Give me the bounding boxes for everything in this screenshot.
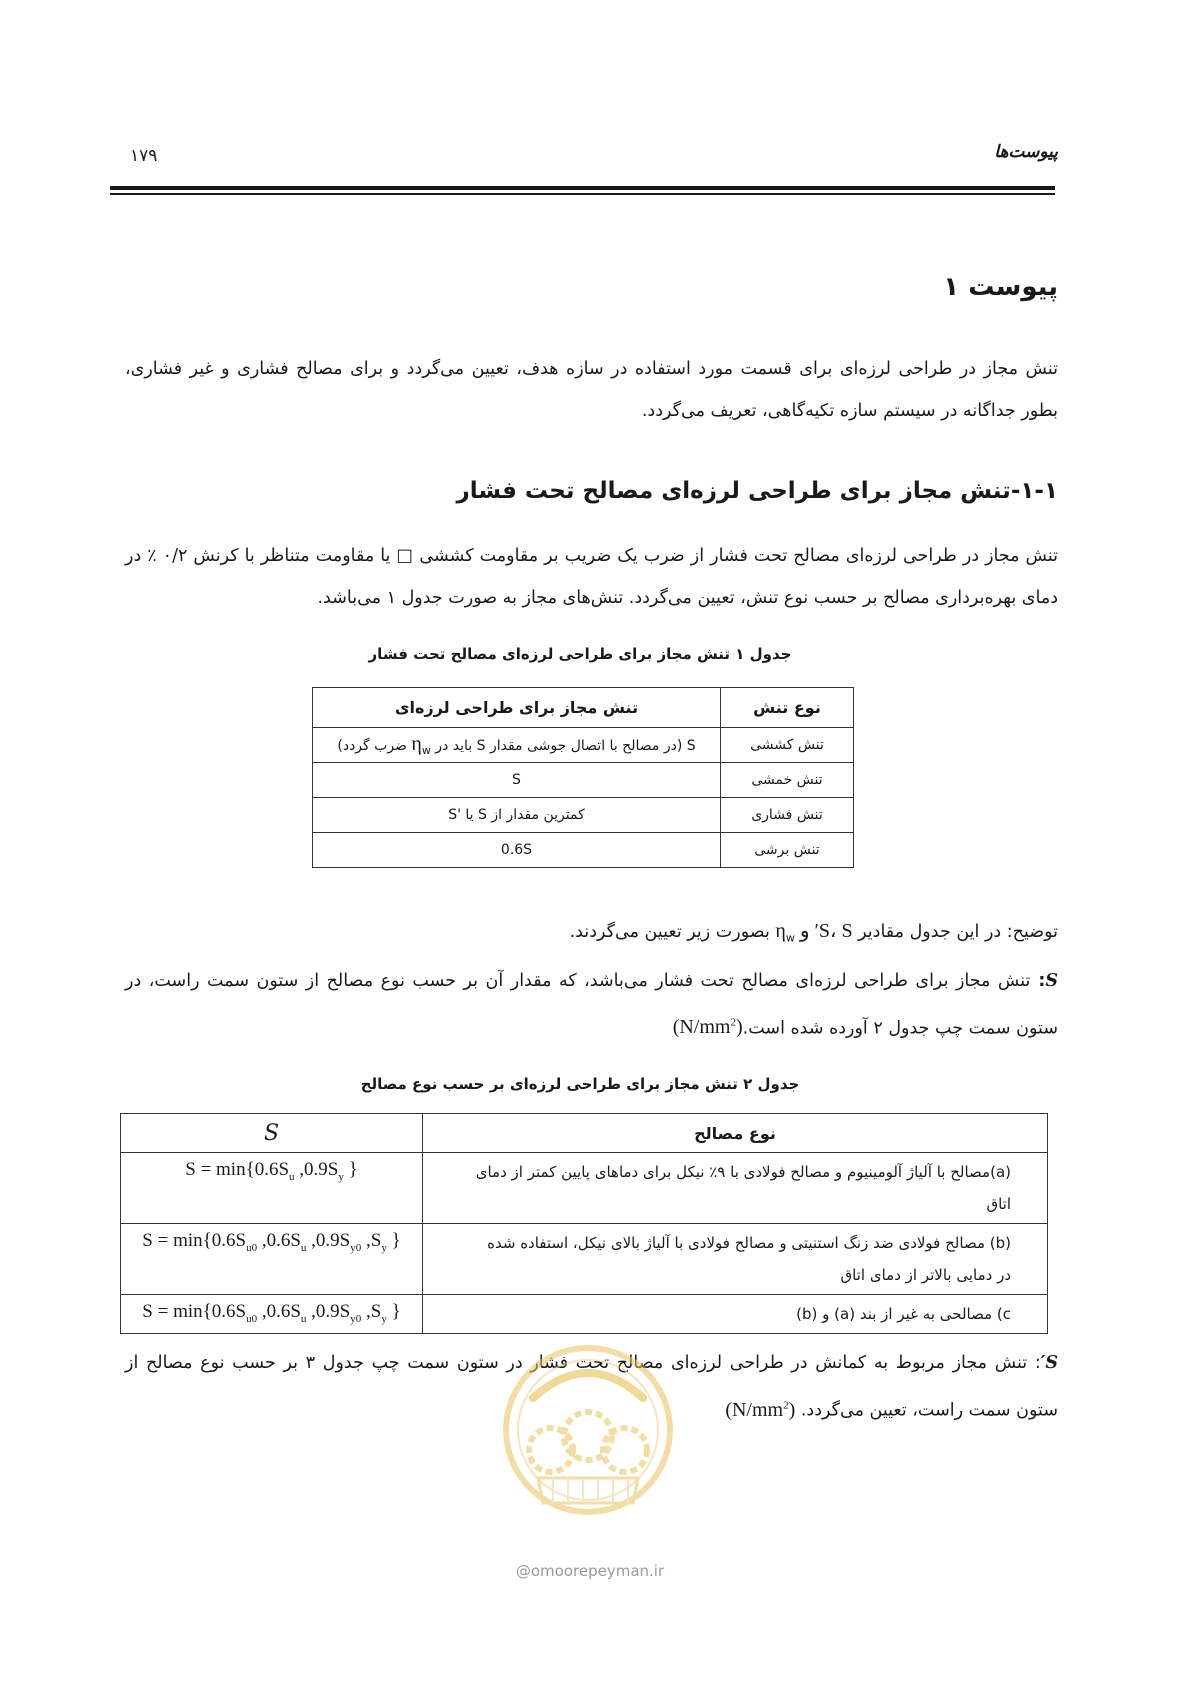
symbols-s-sprime: S، S′ و — [794, 920, 853, 942]
table-row — [313, 833, 854, 868]
header-rule — [110, 186, 1055, 190]
page-number: ۱۷۹ — [130, 146, 158, 166]
unit-close: ) — [735, 1016, 743, 1039]
watermark-seal — [493, 1338, 683, 1518]
section-title: ۱-۱-تنش مجاز برای طراحی لرزه‌ای مصالح تحت فشار — [456, 478, 1058, 504]
table-row — [313, 798, 854, 833]
table1-cell-text: ضرب گردد) — [337, 738, 412, 755]
table2-header-row — [121, 1114, 1048, 1153]
table1-cell-type: تنش برشی — [721, 833, 854, 868]
table2-cell-material: c) مصالحی به غیر از بند (a) و (b) — [423, 1295, 1048, 1334]
table1-caption: جدول ۱ تنش مجاز برای طراحی لرزه‌ای مصالح تحت فشار — [368, 645, 792, 663]
explanation-lead-text: توضیح: در این جدول مقادیر — [852, 922, 1058, 942]
appendix-title: پیوست ۱ — [943, 272, 1058, 302]
table2-formula: $S = \min\{0.6S_{u0}$ $,0.6S_u$ $,0.9S_{y0}$ $,S_y$ } — [121, 1295, 423, 1334]
explanation-paragraph — [125, 910, 1058, 1049]
table2-cell-material: (a)مصالح با آلیاژ آلومینیوم و مصالح فولادی با ۹٪ نیکل برای دماهای پایین کمتر از دمای اتاق — [423, 1153, 1048, 1224]
unit — [673, 1016, 743, 1038]
table1-cell-value — [313, 728, 721, 763]
s-prime-text: : تنش مجاز مربوط به کمانش در طراحی لرزه‌ای مصالح تحت فشار در ستون سمت چپ جدول ۳ بر حسب نوع مصالح از ستون سمت راست، تعیین می‌گردد. — [125, 1353, 1058, 1421]
table-row — [313, 763, 854, 798]
table1-cell-type: تنش خمشی — [721, 763, 854, 798]
table1-cell-type: تنش فشاری — [721, 798, 854, 833]
explanation-lead — [125, 910, 1058, 960]
table2-header-material: نوع مصالح — [423, 1114, 1048, 1153]
eta-subscript: w — [421, 743, 431, 757]
explanation-lead-text: بصورت زیر تعیین می‌گردند. — [569, 922, 776, 942]
watermark-text: @omoorepeyman.ir — [515, 1562, 665, 1580]
unit-close: ) — [788, 1398, 796, 1421]
eta-symbol: η — [775, 920, 786, 942]
table-row — [121, 1295, 1048, 1334]
table1-cell-text: S (در مصالح با اتصال جوشی مقدار S باید در — [430, 738, 696, 755]
table2-cell-material: (b) مصالح فولادی ضد زنگ استنیتی و مصالح فولادی با آلیاژ بالای نیکل، استفاده شده در دمایی بالاتر از دمای اتاق — [423, 1224, 1048, 1295]
unit — [725, 1399, 795, 1421]
table1-header-type: نوع تنش — [721, 688, 854, 728]
table1 — [312, 687, 854, 868]
table1-cell-value: S — [313, 763, 721, 798]
table2-formula: $S = \min\{0.6S_{u0}$ $,0.6S_u$ $,0.9S_{y0}$ $,S_y$ } — [121, 1224, 423, 1295]
s-prime-symbol: S′ — [1040, 1353, 1058, 1373]
table1-header-allowable: تنش مجاز برای طراحی لرزه‌ای — [313, 688, 721, 728]
eta-subscript: w — [785, 931, 795, 945]
table1-cell-type: تنش کششی — [721, 728, 854, 763]
table-row — [121, 1224, 1048, 1295]
s-definition — [125, 960, 1058, 1050]
table-row — [313, 728, 854, 763]
table2 — [120, 1113, 1048, 1334]
eta-symbol: η — [411, 733, 422, 756]
header-rule-thin — [110, 193, 1055, 195]
unit-exponent: 2 — [783, 1399, 789, 1411]
running-header-title: پیوست‌ها — [994, 142, 1058, 162]
unit-exponent: 2 — [730, 1016, 736, 1029]
s-symbol: S — [1045, 970, 1058, 991]
unit-base: (N/mm — [725, 1398, 784, 1421]
table1-cell-value: کمترین مقدار از S یا 'S — [313, 798, 721, 833]
unit-base: (N/mm — [672, 1016, 731, 1039]
table1-header-row — [313, 688, 854, 728]
s-colon: : — [1030, 970, 1046, 991]
table-row — [121, 1153, 1048, 1224]
table2-formula: $S = \min\{0.6S_u$ $,0.9S_y$ } — [121, 1153, 423, 1224]
table2-caption: جدول ۲ تنش مجاز برای طراحی لرزه‌ای بر حسب نوع مصالح — [360, 1075, 800, 1093]
s-definition-text: تنش مجاز برای طراحی لرزه‌ای مصالح تحت فشار می‌باشد، که مقدار آن بر حسب نوع مصالح از ستون سمت راست، در ستون سمت چپ جدول ۲ آورده شده است. — [125, 970, 1058, 1039]
intro-paragraph: تنش مجاز در طراحی لرزه‌ای برای قسمت مورد استفاده در سازه هدف، تعیین می‌گردد و برای مصالح فشاری و غیر فشاری، بطور جداگانه در سیستم سازه تکیه‌گاهی، تعریف می‌گردد. — [125, 359, 1058, 421]
table2-header-s: S — [121, 1114, 423, 1153]
table1-cell-value: 0.6S — [313, 833, 721, 868]
section-paragraph: تنش مجاز در طراحی لرزه‌ای مصالح تحت فشار از ضرب یک ضریب بر مقاومت کششی □ یا مقاومت متناظر با کرنش ۰/۲ ٪ در دمای بهره‌برداری مصالح بر حسب نوع تنش، تعیین می‌گردد. تنش‌های مجاز به صورت جدول ۱ می‌باشد. — [125, 546, 1058, 608]
